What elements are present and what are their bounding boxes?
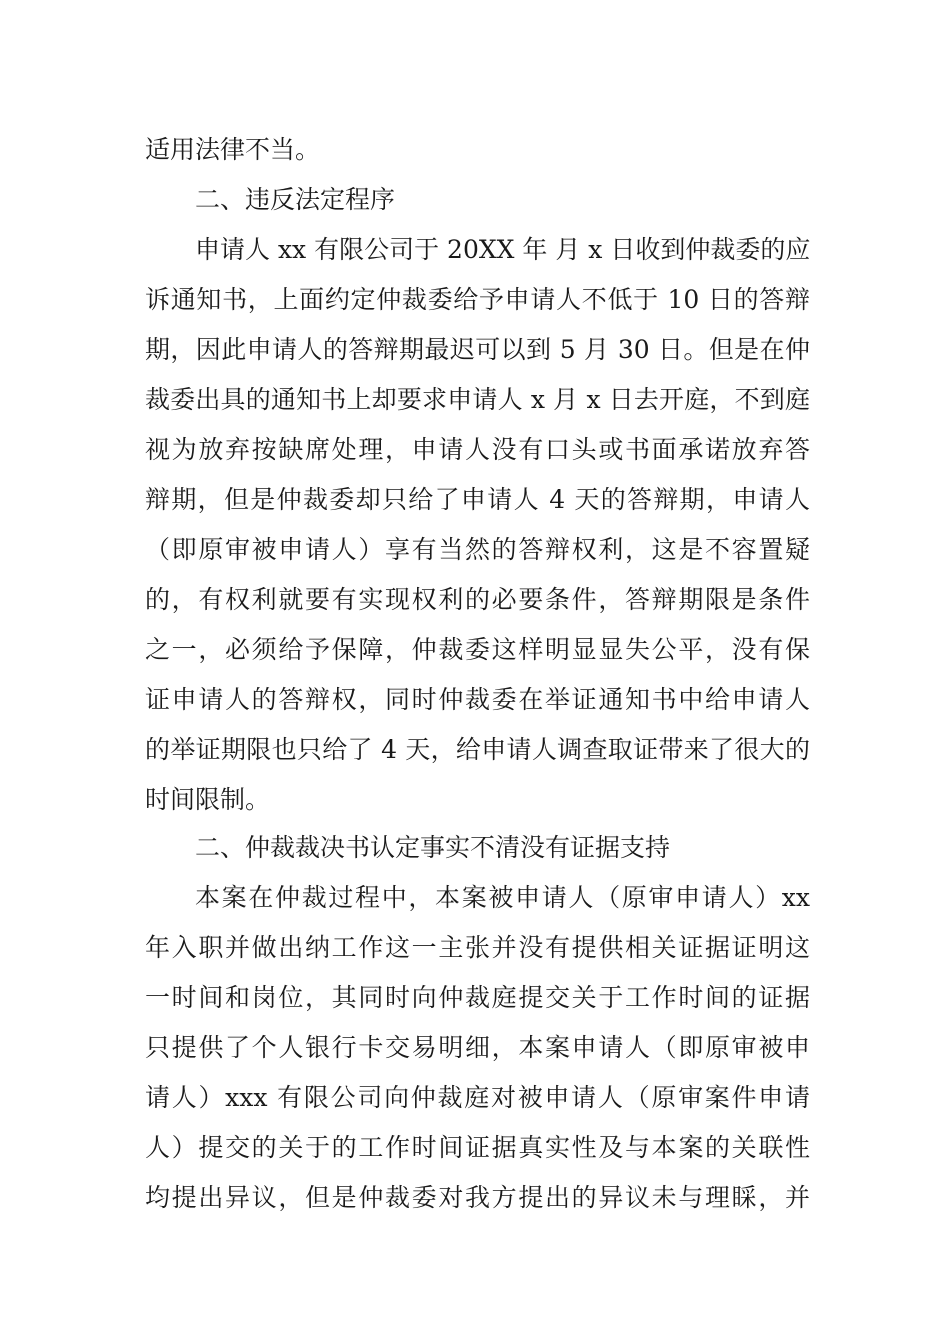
paragraph-line: （即原审被申请人）享有当然的答辩权利，这是不容置疑	[145, 535, 810, 564]
paragraph-line: 的举证期限也只给了 4 天，给申请人调查取证带来了很大的	[145, 735, 810, 764]
paragraph-line: 诉通知书，上面约定仲裁委给予申请人不低于 10 日的答辩	[145, 285, 810, 314]
paragraph-line: 辩期，但是仲裁委却只给了申请人 4 天的答辩期，申请人	[145, 485, 810, 514]
paragraph-line: 视为放弃按缺席处理，申请人没有口头或书面承诺放弃答	[145, 435, 810, 464]
paragraph-line: 之一，必须给予保障，仲裁委这样明显显失公平，没有保	[145, 635, 810, 664]
paragraph-line: 年入职并做出纳工作这一主张并没有提供相关证据证明这	[145, 933, 810, 962]
paragraph-line: 均提出异议，但是仲裁委对我方提出的异议未与理睬，并	[145, 1183, 810, 1212]
paragraph-line: 的，有权利就要有实现权利的必要条件，答辩期限是条件	[145, 585, 810, 614]
paragraph-line: 本案在仲裁过程中，本案被申请人（原审申请人）xx	[195, 883, 810, 912]
paragraph-line: 申请人 xx 有限公司于 20XX 年 月 x 日收到仲裁委的应	[195, 235, 810, 264]
section-heading: 二、违反法定程序	[195, 185, 396, 214]
paragraph-line: 证申请人的答辩权，同时仲裁委在举证通知书中给申请人	[145, 685, 810, 714]
paragraph-line: 一时间和岗位，其同时向仲裁庭提交关于工作时间的证据	[145, 983, 810, 1012]
paragraph-line: 只提供了个人银行卡交易明细，本案申请人（即原审被申	[145, 1033, 810, 1062]
section-heading: 二、仲裁裁决书认定事实不清没有证据支持	[195, 833, 671, 862]
paragraph-line: 请人）xxx 有限公司向仲裁庭对被申请人（原审案件申请	[145, 1083, 810, 1112]
paragraph-line: 裁委出具的通知书上却要求申请人 x 月 x 日去开庭，不到庭	[145, 385, 810, 414]
paragraph-line: 时间限制。	[145, 785, 271, 814]
paragraph-line: 期，因此申请人的答辩期最迟可以到 5 月 30 日。但是在仲	[145, 335, 810, 364]
paragraph-line: 适用法律不当。	[145, 135, 321, 164]
paragraph-line: 人）提交的关于的工作时间证据真实性及与本案的关联性	[145, 1133, 810, 1162]
